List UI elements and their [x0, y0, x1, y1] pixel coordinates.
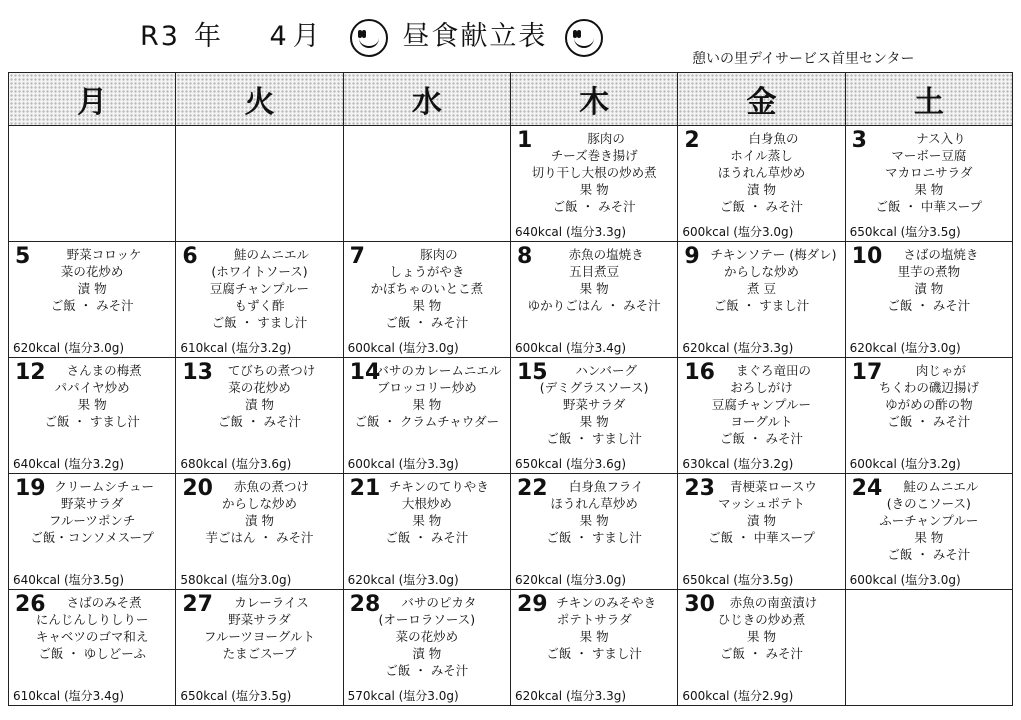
menu-item: マーボー豆腐	[891, 148, 967, 163]
menu-item: 豆腐チャンプルー	[711, 397, 812, 412]
menu-calendar	[8, 72, 1013, 706]
day-cell	[678, 126, 845, 242]
menu-item: かぼちゃのいとこ煮	[370, 281, 484, 296]
month-number: 4	[269, 21, 289, 52]
menu-item: ゆがめの酢の物	[885, 397, 973, 412]
nutrition-info: 630kcal (塩分3.2g)	[682, 457, 794, 471]
menu-item: ご飯 ・ みそ汁	[385, 663, 469, 678]
menu-items	[511, 246, 677, 341]
nutrition-info: 610kcal (塩分3.2g)	[180, 341, 292, 355]
nutrition-info: 650kcal (塩分3.5g)	[682, 573, 794, 587]
menu-items	[9, 246, 175, 341]
nutrition-info: 620kcal (塩分3.3g)	[682, 341, 794, 355]
menu-item: 赤魚の南蛮漬け	[729, 595, 818, 610]
day-cell	[845, 126, 1012, 242]
menu-item: 鮭のムニエル	[233, 247, 309, 262]
menu-item: 野菜サラダ	[562, 397, 626, 412]
day-number: 28	[349, 592, 381, 617]
menu-item: ご飯 ・ みそ汁	[720, 431, 803, 446]
menu-items	[9, 478, 175, 573]
menu-items	[511, 478, 677, 573]
menu-item: パパイヤ炒め	[54, 380, 130, 395]
nutrition-info: 680kcal (塩分3.6g)	[180, 457, 292, 471]
weekday-mon: 月	[9, 73, 176, 126]
menu-item: 大根炒め	[401, 496, 452, 511]
menu-items	[176, 362, 342, 457]
day-number: 2	[684, 128, 700, 153]
menu-item: にんじんしりしりー	[35, 612, 149, 627]
day-number: 1	[516, 128, 533, 153]
day-cell	[678, 242, 845, 358]
menu-items	[678, 478, 844, 573]
menu-item: (オーロラソース)	[378, 612, 476, 627]
menu-items	[176, 594, 342, 689]
nutrition-info: 600kcal (塩分2.9g)	[682, 689, 794, 703]
day-number: 7	[349, 244, 365, 269]
menu-item: 菜の花炒め	[228, 380, 291, 395]
calendar-body	[9, 126, 1013, 706]
menu-item: 芋ごはん ・ みそ汁	[205, 530, 314, 545]
menu-item: 白身魚の	[748, 131, 799, 146]
menu-item: たまごスープ	[222, 646, 297, 661]
menu-item: ご飯 ・ みそ汁	[887, 414, 971, 429]
nutrition-info: 600kcal (塩分3.2g)	[849, 457, 961, 471]
menu-item: マカロニサラダ	[885, 165, 973, 180]
menu-item: ホイル蒸し	[730, 148, 793, 163]
year-label: 年	[193, 21, 223, 52]
week-row	[9, 590, 1013, 706]
nutrition-info: 640kcal (塩分3.2g)	[13, 457, 125, 471]
nutrition-info: 650kcal (塩分3.5g)	[849, 225, 961, 239]
nutrition-info: 650kcal (塩分3.6g)	[514, 457, 627, 471]
menu-item: てびちの煮つけ	[227, 363, 316, 378]
menu-items	[511, 362, 677, 457]
menu-item: ご飯 ・ すまし汁	[44, 414, 140, 429]
menu-item: 鮭のムニエル	[903, 479, 979, 494]
nutrition-info: 600kcal (塩分3.0g)	[849, 573, 961, 587]
day-number: 19	[15, 476, 46, 501]
menu-item: 煮 豆	[746, 281, 776, 296]
menu-item: ご飯 ・ すまし汁	[211, 315, 308, 330]
menu-items	[176, 246, 342, 341]
menu-items	[344, 594, 510, 689]
menu-item: ほうれん草炒め	[717, 165, 806, 180]
menu-item: カレーライス	[234, 595, 309, 610]
month-label: 月	[292, 21, 322, 52]
menu-item: 五目煮豆	[569, 264, 620, 279]
menu-item: 果 物	[412, 513, 442, 528]
nutrition-info: 570kcal (塩分3.0g)	[347, 689, 459, 703]
menu-item: チキンのてりやき	[388, 479, 489, 494]
menu-item: チーズ巻き揚げ	[550, 148, 638, 163]
menu-items	[344, 246, 510, 341]
menu-item: 果 物	[914, 182, 944, 197]
menu-item: (きのこソース)	[886, 496, 971, 511]
menu-item: ご飯 ・ 中華スープ	[875, 199, 983, 214]
menu-item: 青梗菜ロースウ	[730, 479, 817, 494]
day-cell	[176, 590, 343, 706]
nutrition-info: 650kcal (塩分3.5g)	[180, 689, 292, 703]
empty-day-cell	[845, 590, 1012, 706]
menu-item: さばの塩焼き	[903, 247, 979, 262]
week-row	[9, 242, 1013, 358]
menu-item: 豚肉の	[587, 131, 625, 146]
menu-items	[846, 478, 1012, 573]
day-cell	[510, 590, 677, 706]
menu-item: 果 物	[579, 281, 609, 296]
menu-item: ご飯 ・ みそ汁	[887, 298, 971, 313]
title-text: 昼食献立表	[402, 21, 548, 52]
menu-items	[678, 362, 844, 457]
day-cell	[9, 474, 176, 590]
menu-item: チキンソテー (梅ダレ)	[710, 247, 837, 262]
era-year: R3	[140, 21, 180, 52]
day-number: 27	[182, 592, 213, 617]
menu-item: ご飯 ・ 中華スープ	[708, 530, 815, 545]
menu-item: ポテトサラダ	[556, 612, 632, 627]
day-number: 30	[684, 592, 715, 617]
menu-item: 果 物	[412, 397, 442, 412]
menu-item: (デミグラスソース)	[539, 380, 649, 395]
menu-item: ゆかりごはん ・ みそ汁	[527, 298, 661, 313]
menu-item: 野菜サラダ	[228, 612, 291, 627]
weekday-wed: 水	[343, 73, 510, 126]
day-number: 20	[182, 476, 213, 501]
menu-item: 漬 物	[77, 281, 107, 296]
day-number: 16	[684, 360, 715, 385]
empty-day-cell	[9, 126, 176, 242]
menu-item: ご飯 ・ みそ汁	[218, 414, 301, 429]
menu-items	[846, 362, 1012, 457]
day-cell	[343, 590, 510, 706]
week-row	[9, 358, 1013, 474]
menu-item: ご飯 ・ みそ汁	[887, 547, 971, 562]
day-number: 23	[684, 476, 715, 501]
day-number: 14	[349, 360, 381, 385]
menu-items	[9, 594, 175, 689]
day-number: 13	[182, 360, 213, 385]
menu-item: クリームシチュー	[54, 479, 154, 494]
menu-item: 菜の花炒め	[395, 629, 459, 644]
day-cell	[343, 474, 510, 590]
facility-name: 憩いの里デイサービス首里センター	[692, 51, 915, 67]
day-cell	[176, 242, 343, 358]
day-number: 3	[851, 128, 867, 153]
menu-item: マッシュポテト	[718, 496, 805, 511]
menu-item: もずく酢	[234, 298, 285, 313]
menu-item: 切り干し大根の炒め煮	[531, 165, 657, 180]
menu-items	[678, 594, 844, 689]
menu-item: 果 物	[579, 182, 609, 197]
menu-item: 豚肉の	[420, 247, 458, 262]
menu-item: 漬 物	[245, 397, 274, 412]
day-cell	[845, 474, 1012, 590]
nutrition-info: 580kcal (塩分3.0g)	[180, 573, 292, 587]
menu-item: ご飯 ・ みそ汁	[385, 530, 469, 545]
day-number: 17	[851, 360, 883, 385]
nutrition-info: 620kcal (塩分3.0g)	[13, 341, 125, 355]
menu-item: ご飯 ・ すまし汁	[546, 646, 642, 661]
menu-item: ご飯 ・ すまし汁	[713, 298, 810, 313]
day-number: 5	[15, 244, 31, 269]
menu-item: ご飯 ・ みそ汁	[50, 298, 134, 313]
menu-item: 里芋の煮物	[897, 264, 961, 279]
nutrition-info: 620kcal (塩分3.0g)	[347, 573, 459, 587]
menu-item: 漬 物	[412, 646, 442, 661]
menu-item: 野菜サラダ	[60, 496, 124, 511]
smiley-face-icon	[565, 19, 603, 57]
menu-item: 漬 物	[245, 513, 274, 528]
menu-item: 果 物	[579, 414, 609, 429]
menu-item: さばのみそ煮	[66, 595, 142, 610]
menu-item: 漬 物	[914, 281, 944, 296]
nutrition-info: 600kcal (塩分3.0g)	[682, 225, 794, 239]
menu-item: ご飯 ・ すまし汁	[546, 431, 642, 446]
menu-title	[140, 14, 617, 57]
menu-item: ご飯 ・ みそ汁	[385, 315, 469, 330]
menu-item: ナス入り	[916, 131, 966, 146]
day-cell	[510, 474, 677, 590]
menu-item: ふーチャンプルー	[879, 513, 979, 528]
day-cell	[9, 358, 176, 474]
weekday-sat: 土	[845, 73, 1012, 126]
day-number: 15	[516, 360, 548, 385]
day-number: 6	[182, 244, 198, 269]
day-cell	[343, 358, 510, 474]
nutrition-info: 640kcal (塩分3.3g)	[514, 225, 627, 239]
day-cell	[510, 358, 677, 474]
day-number: 10	[851, 244, 883, 269]
day-cell	[678, 590, 845, 706]
menu-item: 漬 物	[746, 182, 776, 197]
menu-item: ご飯 ・ すまし汁	[546, 530, 642, 545]
menu-item: 肉じゃが	[915, 363, 966, 378]
day-cell	[510, 242, 677, 358]
menu-item: チキンのみそやき	[556, 595, 657, 610]
menu-item: 漬 物	[746, 513, 776, 528]
menu-items	[846, 246, 1012, 341]
day-cell	[845, 242, 1012, 358]
day-cell	[343, 242, 510, 358]
menu-items	[9, 362, 175, 457]
day-cell	[9, 242, 176, 358]
menu-item: 果 物	[579, 513, 609, 528]
menu-item: ひじきの炒め煮	[717, 612, 806, 627]
nutrition-info: 600kcal (塩分3.3g)	[347, 457, 459, 471]
day-number: 21	[349, 476, 381, 501]
smiley-face-icon	[350, 19, 388, 57]
menu-item: ほうれん草炒め	[550, 496, 638, 511]
empty-day-cell	[176, 126, 343, 242]
menu-item: 赤魚の塩焼き	[568, 247, 644, 262]
nutrition-info: 610kcal (塩分3.4g)	[13, 689, 125, 703]
menu-items	[846, 130, 1012, 225]
menu-items	[344, 362, 510, 457]
menu-item: ご飯 ・ みそ汁	[552, 199, 636, 214]
day-number: 26	[15, 592, 46, 617]
nutrition-info: 620kcal (塩分3.0g)	[849, 341, 961, 355]
nutrition-info: 600kcal (塩分3.4g)	[514, 341, 627, 355]
menu-item: ちくわの磯辺揚げ	[878, 380, 979, 395]
nutrition-info: 640kcal (塩分3.5g)	[13, 573, 125, 587]
menu-item: 果 物	[746, 629, 776, 644]
menu-item: まぐろ竜田の	[735, 363, 811, 378]
menu-item: ハンバーグ	[575, 363, 637, 378]
day-number: 9	[684, 244, 700, 269]
nutrition-info: 600kcal (塩分3.0g)	[347, 341, 459, 355]
day-number: 22	[516, 476, 548, 501]
menu-item: フルーツポンチ	[48, 513, 136, 528]
menu-item: 果 物	[914, 530, 944, 545]
nutrition-info: 620kcal (塩分3.0g)	[514, 573, 627, 587]
day-number: 12	[15, 360, 46, 385]
menu-item: キャベツのゴマ和え	[35, 629, 149, 644]
menu-items	[176, 478, 342, 573]
menu-item: 豆腐チャンプルー	[209, 281, 310, 296]
page-header	[0, 0, 1021, 72]
menu-item: ブロッコリー炒め	[376, 380, 477, 395]
weekday-thu: 木	[510, 73, 677, 126]
day-cell	[845, 358, 1012, 474]
menu-item: (ホワイトソース)	[211, 264, 308, 279]
menu-item: バサのピカタ	[401, 595, 477, 610]
menu-item: からしな炒め	[723, 264, 799, 279]
menu-item: おろしがけ	[730, 380, 793, 395]
day-cell	[678, 358, 845, 474]
empty-day-cell	[343, 126, 510, 242]
menu-item: 白身魚フライ	[568, 479, 644, 494]
menu-item: ご飯 ・ クラムチャウダー	[354, 414, 500, 429]
menu-items	[678, 246, 844, 341]
day-number: 8	[516, 244, 533, 269]
menu-item: 野菜コロッケ	[66, 247, 142, 262]
menu-item: ご飯・コンソメスープ	[30, 530, 154, 545]
menu-item: 菜の花炒め	[60, 264, 124, 279]
menu-item: さんまの梅煮	[66, 363, 142, 378]
menu-item: 赤魚の煮つけ	[233, 479, 309, 494]
menu-item: ご飯 ・ ゆしどーふ	[38, 646, 147, 661]
day-number: 24	[851, 476, 883, 501]
week-row	[9, 474, 1013, 590]
menu-items	[678, 130, 844, 225]
menu-item: 果 物	[579, 629, 609, 644]
menu-item: ご飯 ・ みそ汁	[720, 199, 803, 214]
weekday-fri: 金	[678, 73, 845, 126]
weekday-tue: 火	[176, 73, 343, 126]
menu-items	[511, 594, 677, 689]
day-cell	[176, 358, 343, 474]
day-cell	[678, 474, 845, 590]
menu-item: しょうがやき	[389, 264, 465, 279]
menu-item: 果 物	[412, 298, 442, 313]
menu-item: ご飯 ・ みそ汁	[720, 646, 803, 661]
menu-item: からしな炒め	[221, 496, 297, 511]
week-row	[9, 126, 1013, 242]
day-cell	[9, 590, 176, 706]
nutrition-info: 620kcal (塩分3.3g)	[514, 689, 627, 703]
day-cell	[510, 126, 677, 242]
menu-item: ヨーグルト	[730, 414, 793, 429]
weekday-header-row	[9, 73, 1013, 126]
menu-items	[344, 478, 510, 573]
menu-item: フルーツヨーグルト	[203, 629, 316, 644]
day-cell	[176, 474, 343, 590]
menu-item: 果 物	[77, 397, 107, 412]
menu-items	[511, 130, 677, 225]
menu-item: バサのカレームニエル	[376, 363, 502, 378]
day-number: 29	[516, 592, 548, 617]
